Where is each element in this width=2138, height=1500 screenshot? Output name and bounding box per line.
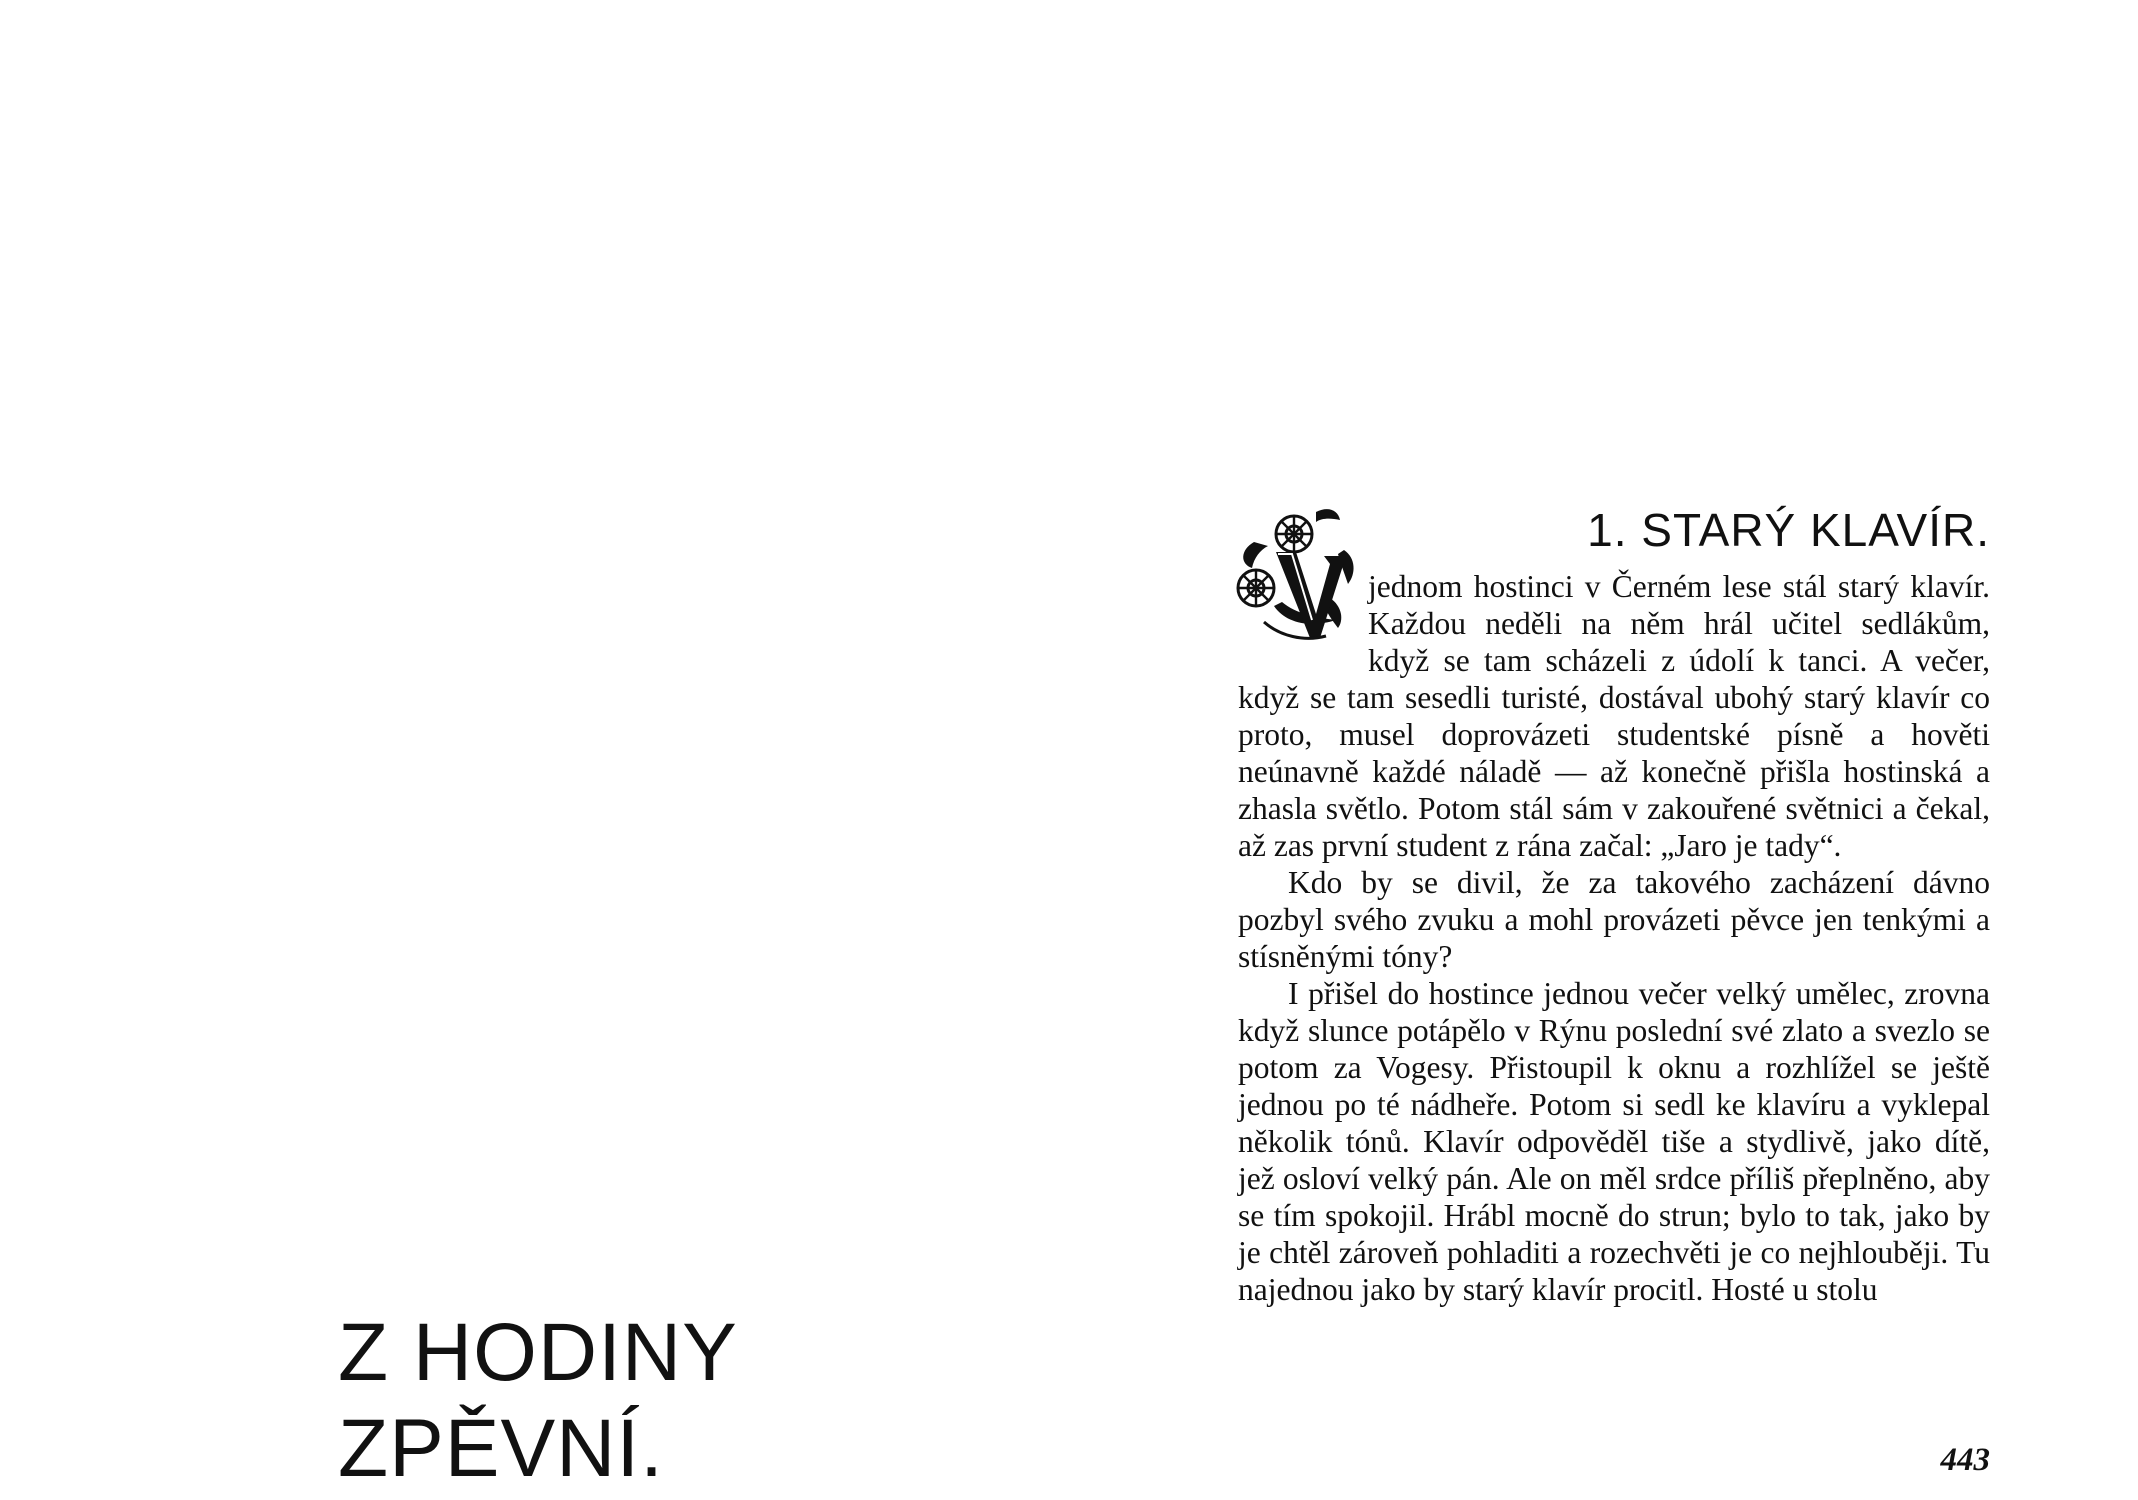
- page-number: 443: [1940, 1442, 1990, 1478]
- paragraph-2: Kdo by se divil, že za takového zacházení dávno pozbyl svého zvuku a mohl provázeti pěvce jen tenkými a stísněnými tóny?: [1238, 865, 1990, 974]
- part-title-line-1: Z HODINY: [338, 1307, 738, 1398]
- ornamental-drop-cap-icon: [1234, 502, 1358, 648]
- paragraph-3: I přišel do hostince jednou večer velký umělec, zrovna když slunce potápělo v Rýnu poslední své zlato a svezlo se potom za Vogesy. Přistoupil k oknu a rozhlížel se ještě jednou po té nádheře. Potom si sedl ke klavíru a vyklepal několik tónů. Klavír odpověděl tiše a stydlivě, jako dítě, jež osloví velký pán. Ale on měl srdce příliš přeplněno, aby se tím spokojil. Hrábl mocně do strun; bylo to tak, jako by je chtěl zároveň pohladiti a rozechvěti je co nejhlouběji. Tu najednou jako by starý klavír procitl. Hosté u stolu: [1238, 976, 1990, 1307]
- chapter-heading: 1. STARÝ KLAVÍR.: [1587, 504, 1990, 556]
- paragraph-1: [1238, 568, 1990, 864]
- part-title-line-2: ZPĚVNÍ.: [338, 1403, 664, 1494]
- paragraph-1-text: jednom hostinci v Černém lese stál starý klavír. Každou neděli na něm hrál učitel sedlákům, když se tam scházeli z údolí k tanci. A večer, když se tam sesedli turisté, dostával ubohý starý klavír co proto, musel doprovázeti studentské písně a hověti neúnavně každé náladě — až konečně přišla hostinská a zhasla světlo. Potom stál sám v zakouřené světnici a čekal, až zas první student z rána začal: „Jaro je tady“.: [1238, 569, 1990, 863]
- right-page: [1238, 500, 1990, 1308]
- body-text: [1238, 568, 1990, 1308]
- part-title: [338, 1305, 858, 1497]
